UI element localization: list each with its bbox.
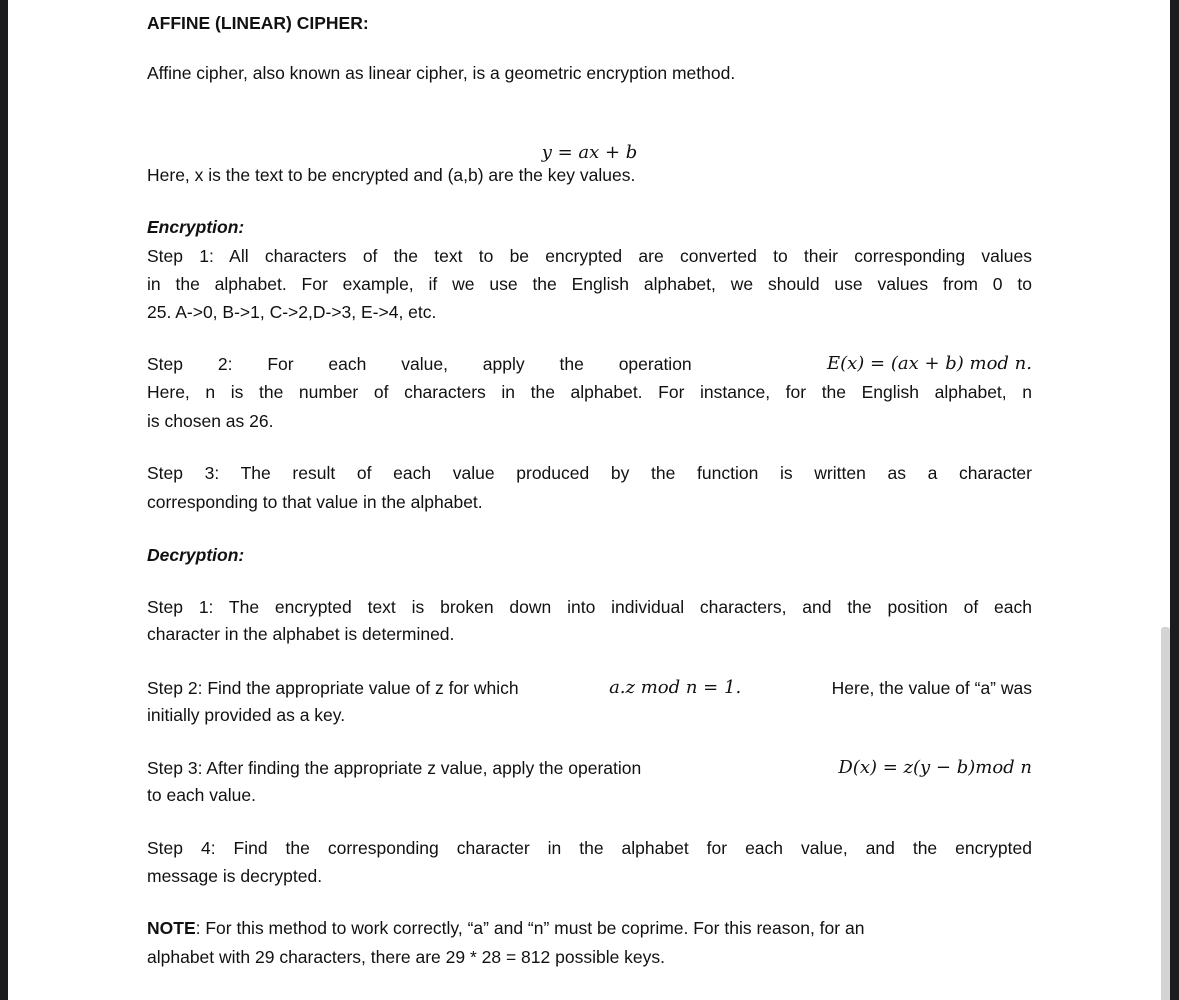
document-title: AFFINE (LINEAR) CIPHER: [147,13,369,33]
enc-step2-line: Here, n is the number of characters in the alphabet. For instance, for the English alphabet, n [147,382,1032,402]
dec-step1-line: Step 1: The encrypted text is broken down into individual characters, and the position of each [147,597,1032,617]
enc-step1-line: 25. A->0, B->1, C->2,D->3, E->4, etc. [147,302,437,322]
dec-step2-line: initially provided as a key. [147,705,346,725]
window-edge-left [0,0,8,1000]
note-line: alphabet with 29 characters, there are 29 * 28 = 812 possible keys. [147,947,666,967]
note-text: : For this method to work correctly, “a” and “n” must be coprime. For this reason, for an [195,918,865,938]
decryption-formula: D(x) = z(y − b)mod n [838,757,1032,778]
dec-step4-line: message is decrypted. [147,866,323,886]
encryption-heading: Encryption: [147,217,245,237]
decryption-condition-formula: a.z mod n = 1. [609,677,742,698]
enc-step2-text: Step 2: For each value, apply the operation [147,354,692,374]
decryption-heading: Decryption: [147,545,245,565]
window-edge-right [1170,0,1179,1000]
enc-step2-line: is chosen as 26. [147,411,274,431]
note-line [147,917,1032,939]
enc-step3-line: Step 3: The result of each value produced by the function is written as a character [147,463,1032,483]
note-label: NOTE [147,918,196,938]
enc-step2-line [147,353,1032,375]
intro-paragraph: Affine cipher, also known as linear cipher, is a geometric encryption method. [147,63,736,83]
dec-step3-line: to each value. [147,785,256,805]
dec-step2-line [147,677,1032,699]
dec-step2-rest: Here, the value of “a” was [831,678,1032,698]
vertical-scrollbar-thumb[interactable] [1161,627,1170,1000]
dec-step2-text: Step 2: Find the appropriate value of z for which [147,678,519,698]
dec-step3-text: Step 3: After finding the appropriate z value, apply the operation [147,758,642,778]
dec-step4-line: Step 4: Find the corresponding character in the alphabet for each value, and the encrypted [147,838,1032,858]
affine-formula: y = ax + b [541,142,638,163]
dec-step3-line [147,757,1032,779]
encryption-formula: E(x) = (ax + b) mod n. [826,353,1032,374]
enc-step1-line: Step 1: All characters of the text to be encrypted are converted to their corresponding values [147,246,1032,266]
dec-step1-line: character in the alphabet is determined. [147,624,455,644]
enc-step3-line: corresponding to that value in the alphabet. [147,492,483,512]
key-description: Here, x is the text to be encrypted and (a,b) are the key values. [147,165,636,185]
enc-step1-line: in the alphabet. For example, if we use the English alphabet, we should use values from 0 to [147,274,1032,294]
